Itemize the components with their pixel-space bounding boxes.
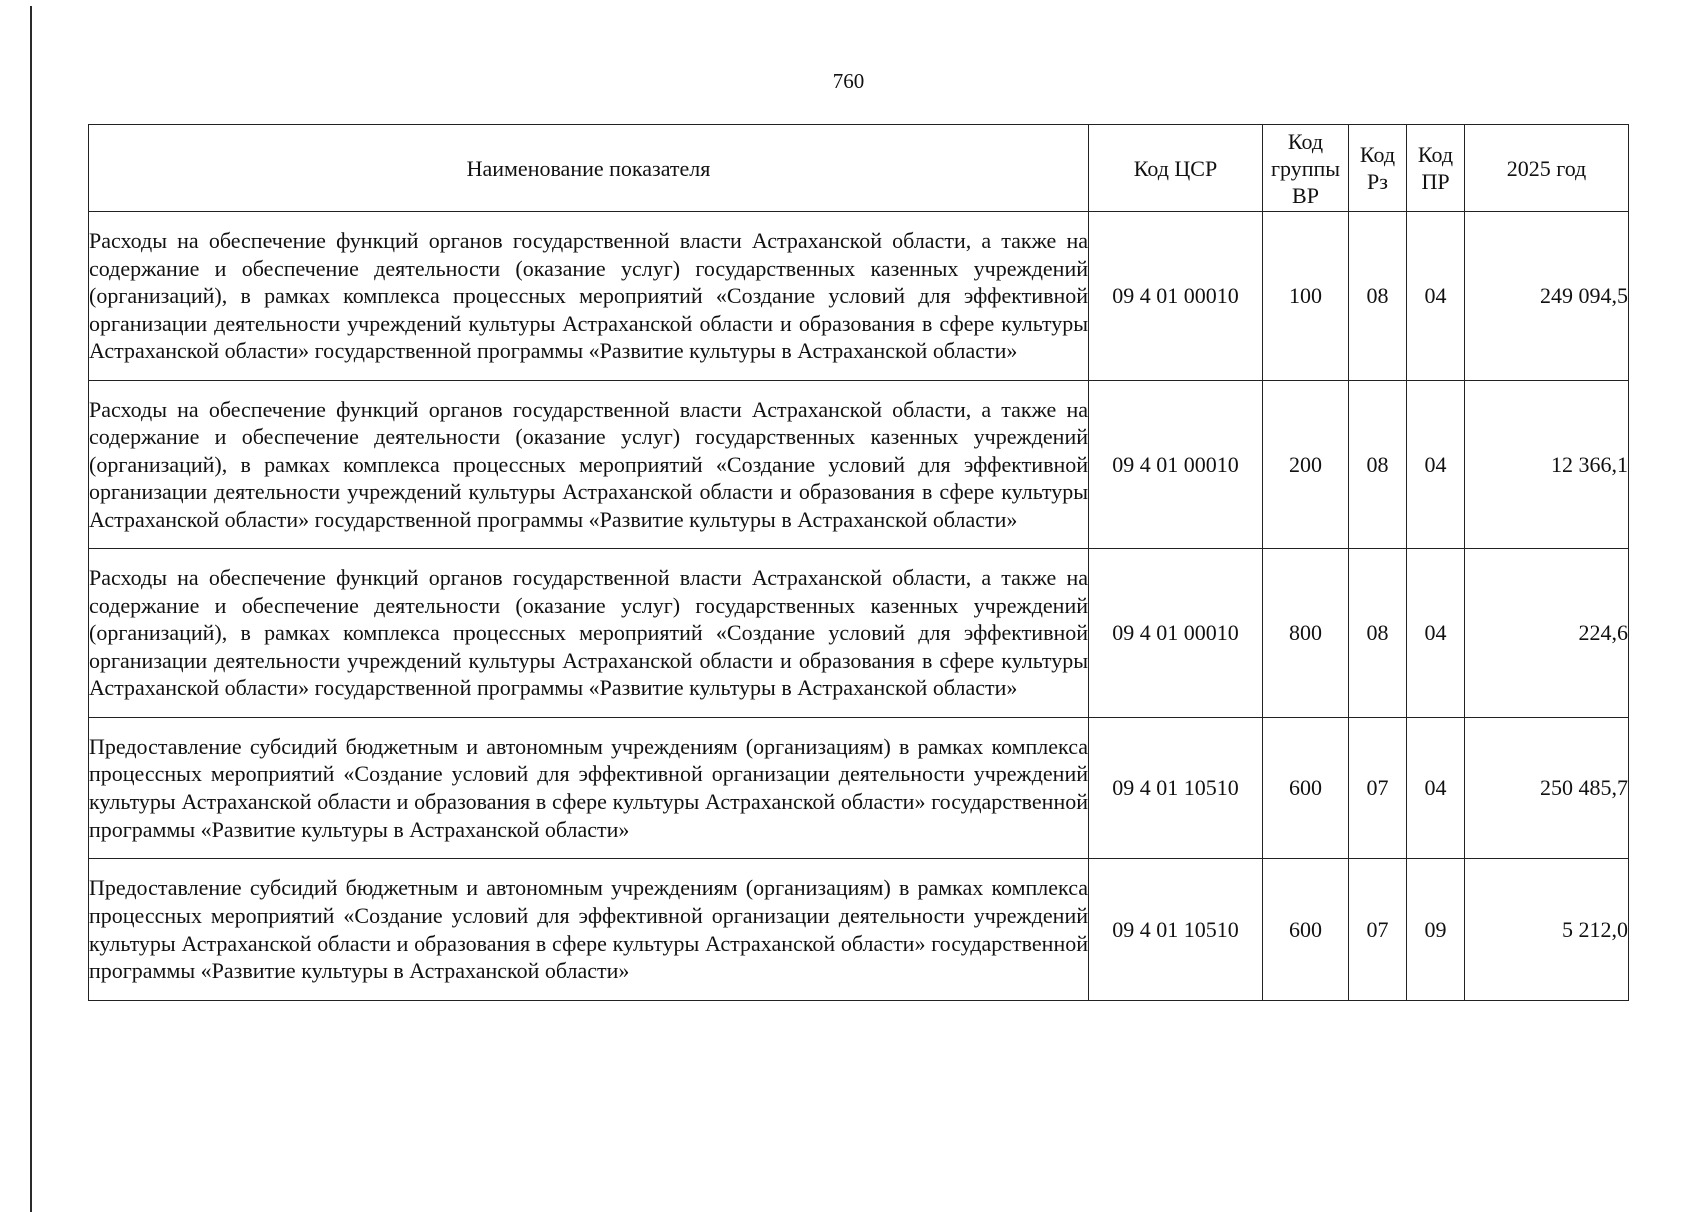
row-amount: 249 094,5: [1465, 212, 1629, 381]
row-name: Расходы на обеспечение функций органов государственной власти Астраханской области, а также на содержание и обеспечение деятельности (оказание услуг) государственных казенных учреждений (организаций), в рамках комплекса процессных мероприятий «Создание условий для эффективной организации деятельности учреждений культуры Астраханской области и образования в сфере культуры Астраханской области» государственной программы «Развитие культуры в Астраханской области»: [89, 381, 1089, 549]
header-rz-code: Код Рз: [1349, 125, 1407, 212]
row-csr-code: 09 4 01 00010: [1089, 381, 1263, 549]
row-pr-code: 04: [1407, 212, 1465, 381]
row-vr-code: 600: [1263, 859, 1349, 1001]
row-vr-code: 600: [1263, 718, 1349, 859]
row-pr-code: 04: [1407, 718, 1465, 859]
table-body: [89, 212, 1629, 1001]
row-amount: 5 212,0: [1465, 859, 1629, 1001]
row-rz-code: 07: [1349, 859, 1407, 1001]
table-row: [89, 212, 1629, 381]
row-rz-code: 07: [1349, 718, 1407, 859]
table-row: [89, 549, 1629, 718]
header-pr-code: Код ПР: [1407, 125, 1465, 212]
row-name: Предоставление субсидий бюджетным и автономным учреждениям (организациям) в рамках комплекса процессных мероприятий «Создание условий для эффективной организации деятельности учреждений культуры Астраханской области и образования в сфере культуры Астраханской области» государственной программы «Развитие культуры в Астраханской области»: [89, 718, 1089, 859]
row-csr-code: 09 4 01 10510: [1089, 859, 1263, 1001]
row-amount: 250 485,7: [1465, 718, 1629, 859]
header-vr-code: Код группы ВР: [1263, 125, 1349, 212]
row-rz-code: 08: [1349, 212, 1407, 381]
table-row: [89, 859, 1629, 1001]
table-row: [89, 718, 1629, 859]
binding-margin-line: [30, 6, 32, 1212]
row-vr-code: 800: [1263, 549, 1349, 718]
row-pr-code: 04: [1407, 381, 1465, 549]
page-number: 760: [832, 69, 865, 93]
row-name: Расходы на обеспечение функций органов государственной власти Астраханской области, а также на содержание и обеспечение деятельности (оказание услуг) государственных казенных учреждений (организаций), в рамках комплекса процессных мероприятий «Создание условий для эффективной организации деятельности учреждений культуры Астраханской области и образования в сфере культуры Астраханской области» государственной программы «Развитие культуры в Астраханской области»: [89, 549, 1089, 718]
header-csr-code: Код ЦСР: [1089, 125, 1263, 212]
row-name: Расходы на обеспечение функций органов государственной власти Астраханской области, а также на содержание и обеспечение деятельности (оказание услуг) государственных казенных учреждений (организаций), в рамках комплекса процессных мероприятий «Создание условий для эффективной организации деятельности учреждений культуры Астраханской области и образования в сфере культуры Астраханской области» государственной программы «Развитие культуры в Астраханской области»: [89, 212, 1089, 381]
row-vr-code: 100: [1263, 212, 1349, 381]
row-csr-code: 09 4 01 00010: [1089, 212, 1263, 381]
table-row: [89, 381, 1629, 549]
row-vr-code: 200: [1263, 381, 1349, 549]
budget-table: [88, 124, 1629, 1001]
row-csr-code: 09 4 01 00010: [1089, 549, 1263, 718]
header-row: [89, 125, 1629, 212]
row-amount: 224,6: [1465, 549, 1629, 718]
header-name: Наименование показателя: [89, 125, 1089, 212]
header-year: 2025 год: [1465, 125, 1629, 212]
row-pr-code: 09: [1407, 859, 1465, 1001]
row-name: Предоставление субсидий бюджетным и автономным учреждениям (организациям) в рамках комплекса процессных мероприятий «Создание условий для эффективной организации деятельности учреждений культуры Астраханской области и образования в сфере культуры Астраханской области» государственной программы «Развитие культуры в Астраханской области»: [89, 859, 1089, 1001]
row-amount: 12 366,1: [1465, 381, 1629, 549]
table-header: [89, 125, 1629, 212]
row-rz-code: 08: [1349, 381, 1407, 549]
row-csr-code: 09 4 01 10510: [1089, 718, 1263, 859]
row-pr-code: 04: [1407, 549, 1465, 718]
row-rz-code: 08: [1349, 549, 1407, 718]
